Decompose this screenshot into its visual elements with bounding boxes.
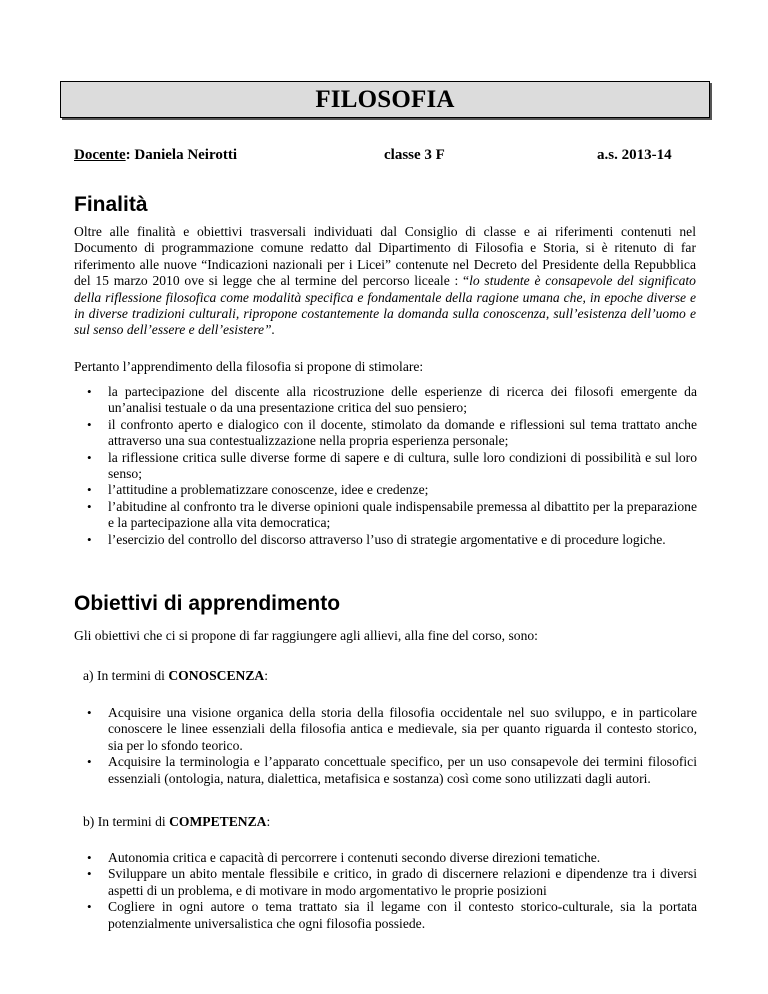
list-item: • la riflessione critica sulle diverse forme di sapere e di cultura, sulle loro condizioni di possibilità e sul loro senso; <box>87 449 697 482</box>
bullet-icon: • <box>87 866 92 882</box>
conoscenza-list <box>87 705 697 787</box>
bullet-icon: • <box>87 531 92 547</box>
bullet-icon: • <box>87 850 92 865</box>
list-item: • l’abitudine al confronto tra le diverse opinioni quale indispensabile premessa al dibattito per la preparazione e la partecipazione alla vita democratica; <box>87 498 697 531</box>
classe-info: classe 3 F <box>384 147 445 163</box>
anno-info: a.s. 2013-14 <box>597 147 672 163</box>
docente-info <box>74 147 237 164</box>
list-item: • la partecipazione del discente alla ricostruzione delle esperienze di ricerca dei filosofi emergente da un’analisi testuale o da una presentazione critica del suo pensiero; <box>87 384 697 416</box>
list-item: • l’esercizio del controllo del discorso attraverso l’uso di strategie argomentative e di procedure logiche. <box>87 531 666 547</box>
competenza-list <box>87 850 697 932</box>
list-item: • Sviluppare un abito mentale flessibile e critico, in grado di discernere relazioni e dipendenze tra i diversi aspetti di un problema, e di motivare in modo argomentativo le proprie posizioni <box>87 866 697 898</box>
bullet-icon: • <box>87 705 92 720</box>
docente-name: : Daniela Neirotti <box>125 147 238 163</box>
finalita-intro-quote: lo studente è consapevole del significato della riflessione filosofica come modalità specifica e fondamentale della ragione umana che, in epoche diverse e in diverse tradizioni culturali, ripropone costantemente la domanda sulla conoscenza, sull’esistenza dell’uomo e sul senso dell’essere e dell’esistere”. <box>74 273 696 338</box>
title-box <box>60 81 710 118</box>
list-item: • Acquisire la terminologia e l’apparato concettuale specifico, per un uso consapevole dei termini filosofici essenziali (ontologia, natura, dialettica, metafisica e sostanza) così come sono utilizzati dagli autori. <box>87 754 697 786</box>
obiettivi-intro: Gli obiettivi che ci si propone di far raggiungere agli allievi, alla fine del corso, sono: <box>74 628 538 643</box>
bullet-icon: • <box>87 449 92 465</box>
finalita-intro-text: Oltre alle finalità e obiettivi trasversali individuati dal Consiglio di classe e ai riferimenti contenuti nel Documento di programmazione comune redatto dal Dipartimento di Filosofia e Storia, si è ritenuto di far riferimento alle nuove “Indicazioni nazionali per i Licei” contenute nel Decreto del Presidente della Repubblica del 15 marzo 2010 ove si legge che al termine del percorso liceale : “ <box>74 224 696 289</box>
bullet-icon: • <box>87 754 92 770</box>
finalita-heading: Finalità <box>74 193 148 216</box>
finalita-list <box>87 384 697 548</box>
bullet-icon: • <box>87 899 92 915</box>
conoscenza-label: a) In termini di CONOSCENZA: <box>83 668 269 683</box>
page-title: FILOSOFIA <box>315 85 455 113</box>
bullet-icon: • <box>87 384 92 399</box>
list-item: • Acquisire una visione organica della storia della filosofia occidentale nel suo sviluppo, e in particolare conoscere le linee essenziali della filosofia antica e medievale, sia per quanto riguarda il contesto storico, sia per lo sfondo teorico. <box>87 705 697 753</box>
competenza-label: b) In termini di COMPETENZA: <box>83 814 271 829</box>
bullet-icon: • <box>87 498 92 514</box>
obiettivi-heading: Obiettivi di apprendimento <box>74 592 341 615</box>
bullet-icon: • <box>87 482 92 498</box>
list-item: • Cogliere in ogni autore o tema trattato sia il legame con il contesto storico-culturale, sia la portata potenzialmente universalistica che ogni filosofia possiede. <box>87 899 697 931</box>
list-item: • Autonomia critica e capacità di percorrere i contenuti secondo diverse direzioni tematiche. <box>87 850 601 865</box>
finalita-pertanto: Pertanto l’apprendimento della filosofia si propone di stimolare: <box>74 359 424 374</box>
list-item: • l’attitudine a problematizzare conoscenze, idee e credenze; <box>87 482 429 498</box>
bullet-icon: • <box>87 416 92 432</box>
finalita-intro <box>74 224 696 339</box>
list-item: • il confronto aperto e dialogico con il docente, stimolato da domande e riflessioni sul tema trattato anche attraverso una sua contestualizzazione nella propria esperienza personale; <box>87 416 697 449</box>
docente-label: Docente <box>74 147 126 163</box>
